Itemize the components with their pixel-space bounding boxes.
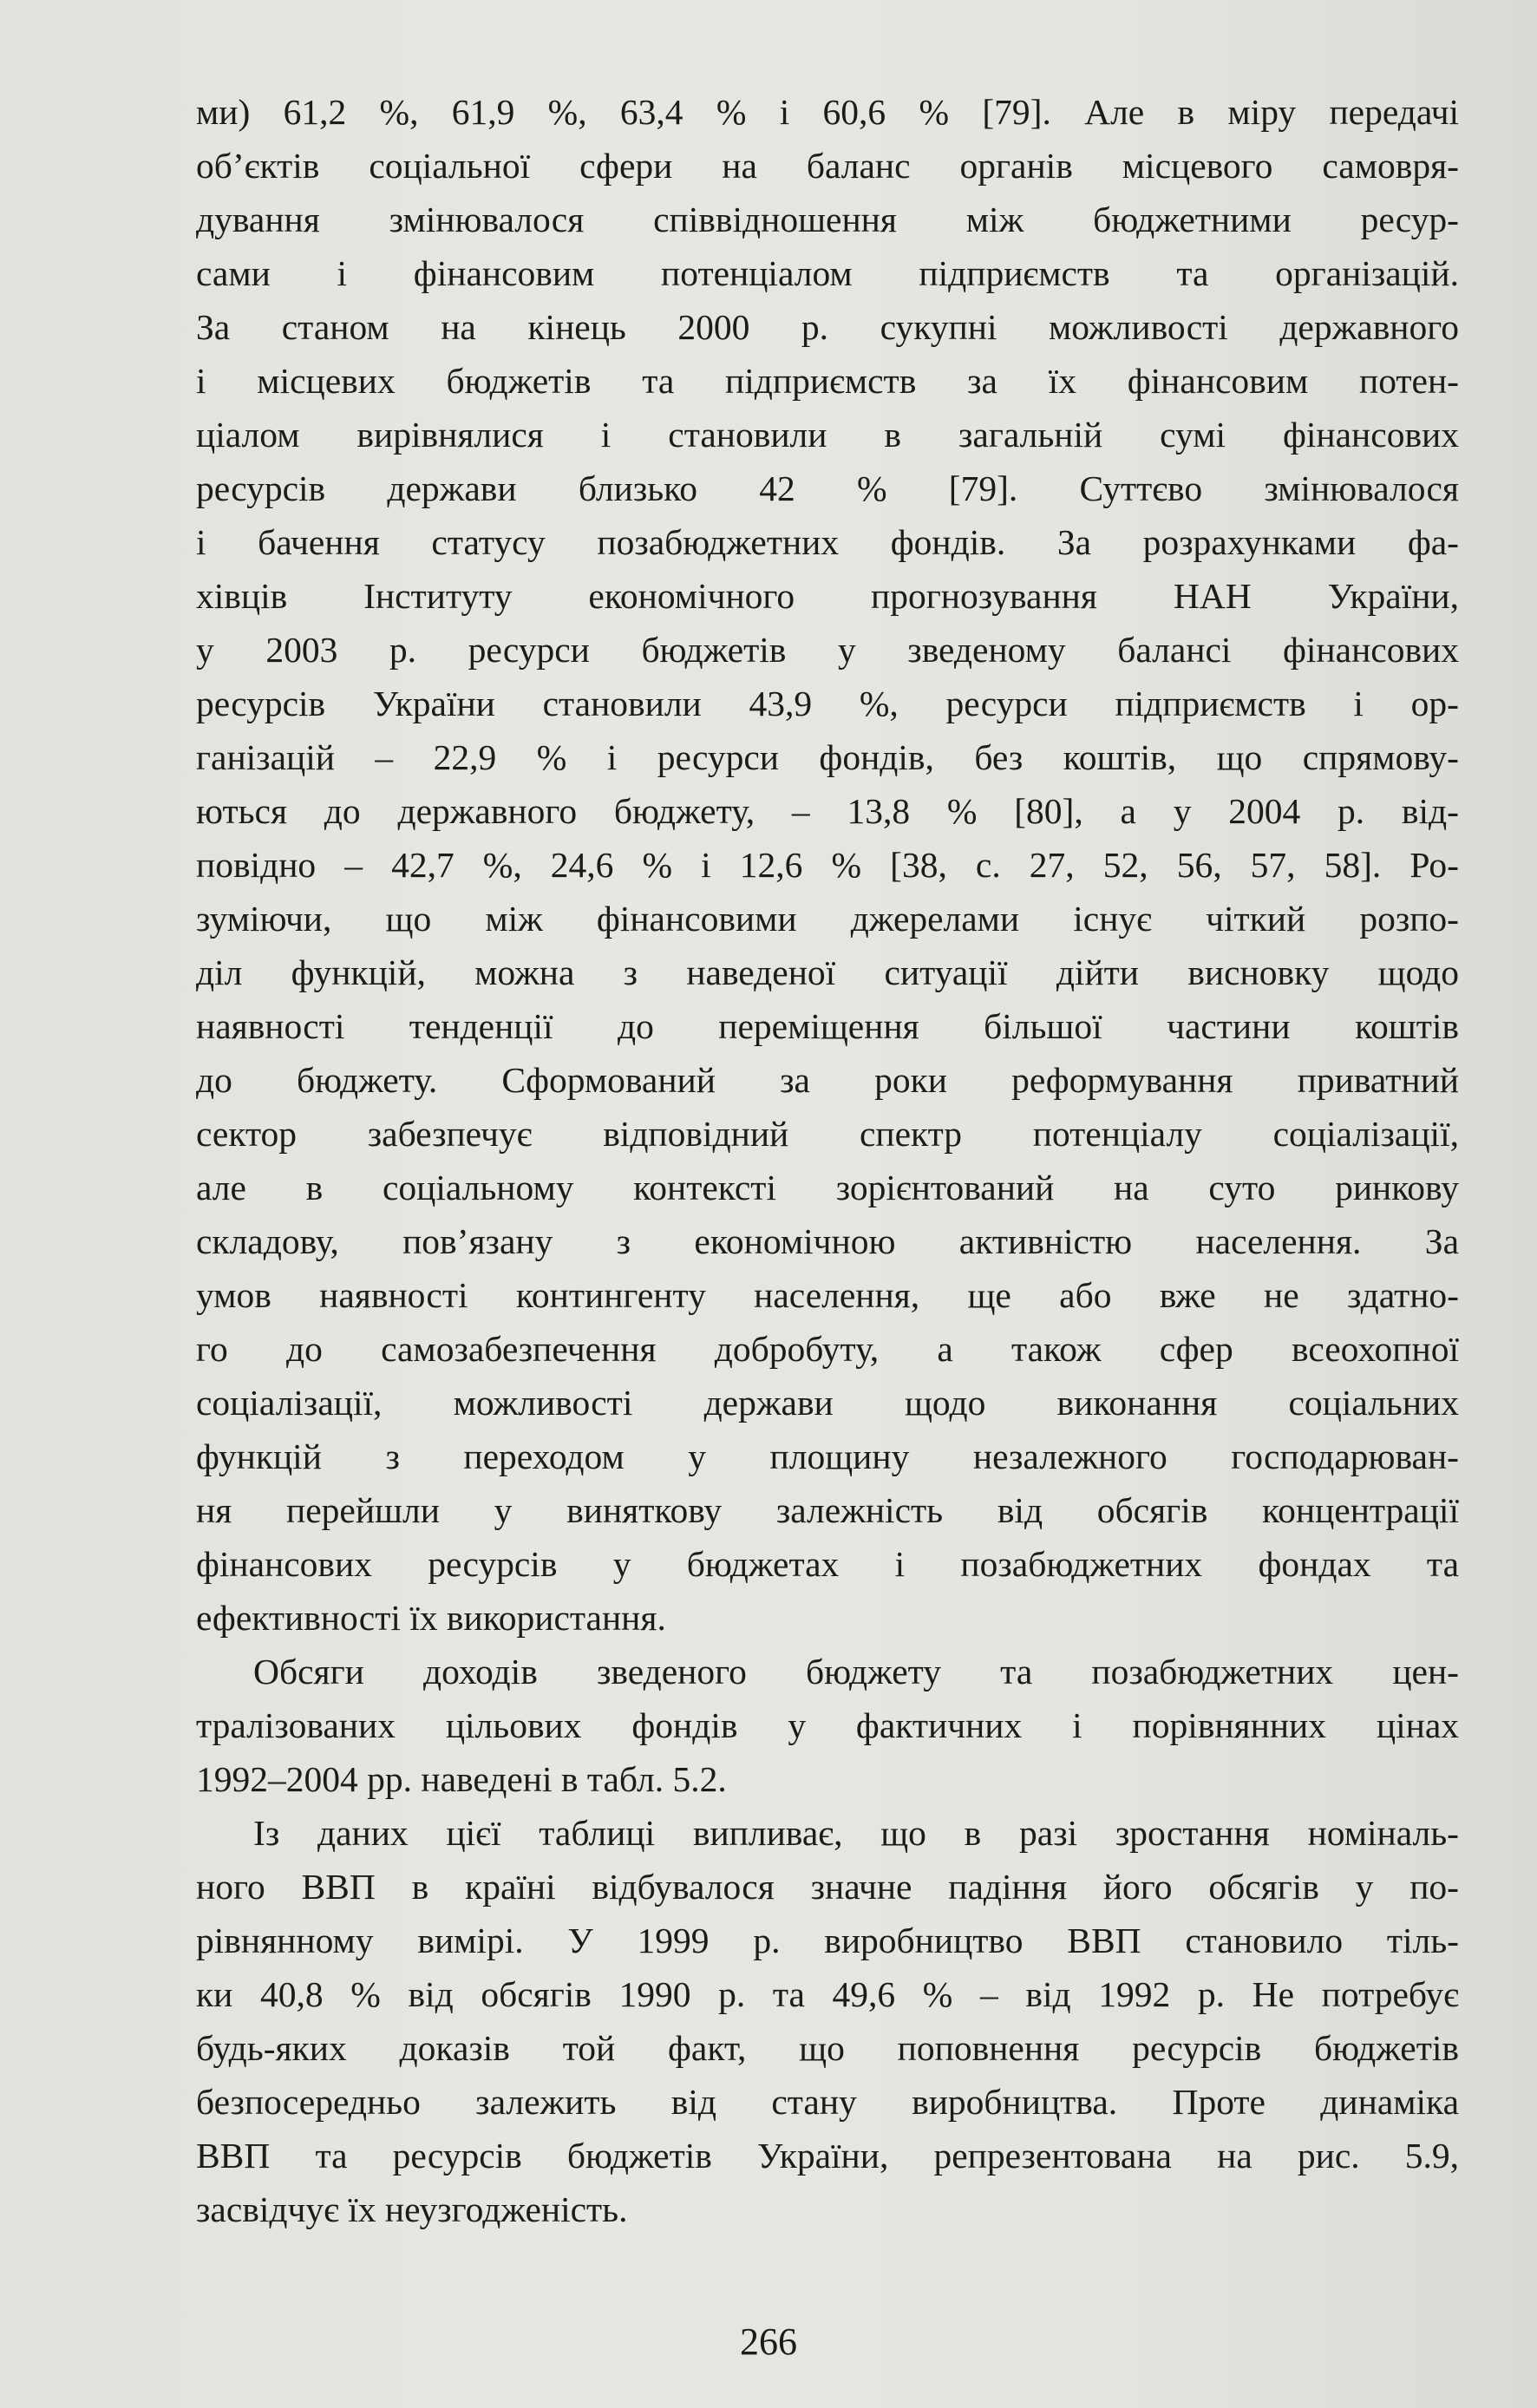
- text-line: будь-яких доказів той факт, що поповнення ресурсів бюджетів: [196, 2028, 1459, 2068]
- text-line: об’єктів соціальної сфери на баланс органів місцевого самовря-: [196, 146, 1459, 186]
- text-line: хівців Інституту економічного прогнозування НАН України,: [196, 576, 1459, 616]
- text-line: і бачення статусу позабюджетних фондів. За розрахунками фа-: [196, 522, 1459, 562]
- text-line: ми) 61,2 %, 61,9 %, 63,4 % і 60,6 % [79]. Але в міру передачі: [196, 92, 1459, 132]
- text-line: але в соціальному контексті зорієнтований на суто ринкову: [196, 1168, 1459, 1207]
- text-line: Обсяги доходів зведеного бюджету та позабюджетних цен-: [253, 1652, 1459, 1691]
- text-line: до бюджету. Сформований за роки реформування приватний: [196, 1060, 1459, 1100]
- text-line: 1992–2004 рр. наведені в табл. 5.2.: [196, 1759, 727, 1799]
- text-line: сами і фінансовим потенціалом підприємств та організацій.: [196, 253, 1459, 293]
- body-text: [196, 85, 1459, 2236]
- text-line: безпосередньо залежить від стану виробництва. Проте динаміка: [196, 2082, 1459, 2122]
- text-line: ного ВВП в країні відбувалося значне падіння його обсягів у по-: [196, 1867, 1459, 1907]
- text-line: ефективності їх використання.: [196, 1598, 666, 1638]
- text-line: ганізацій – 22,9 % і ресурси фондів, без коштів, що спрямову-: [196, 737, 1459, 777]
- text-line: ціалом вирівнялися і становили в загальній сумі фінансових: [196, 415, 1459, 455]
- text-line: умов наявності контингенту населення, ще або вже не здатно-: [196, 1275, 1459, 1315]
- text-line: ресурсів України становили 43,9 %, ресурси підприємств і ор-: [196, 684, 1459, 723]
- text-line: рівнянному вимірі. У 1999 р. виробництво ВВП становило тіль-: [196, 1921, 1459, 1960]
- text-line: ресурсів держави близько 42 % [79]. Суттєво змінювалося: [196, 468, 1459, 508]
- text-line: у 2003 р. ресурси бюджетів у зведеному балансі фінансових: [196, 630, 1459, 670]
- text-line: тралізованих цільових фондів у фактичних і порівнянних цінах: [196, 1705, 1459, 1745]
- text-line: засвідчує їх неузгодженість.: [196, 2189, 628, 2229]
- text-line: Із даних цієї таблиці випливає, що в разі зростання номіналь-: [253, 1813, 1459, 1853]
- text-line: повідно – 42,7 %, 24,6 % і 12,6 % [38, с. 27, 52, 56, 57, 58]. Ро-: [196, 845, 1459, 885]
- text-line: функцій з переходом у площину незалежного господарюван-: [196, 1436, 1459, 1476]
- text-line: соціалізації, можливості держави щодо виконання соціальних: [196, 1383, 1459, 1423]
- text-line: ються до державного бюджету, – 13,8 % [80], а у 2004 р. від-: [196, 791, 1459, 831]
- page-number: 266: [740, 2320, 797, 2363]
- text-line: ня перейшли у виняткову залежність від обсягів концентрації: [196, 1490, 1459, 1530]
- text-line: складову, пов’язану з економічною активністю населення. За: [196, 1221, 1459, 1261]
- text-line: сектор забезпечує відповідний спектр потенціалу соціалізації,: [196, 1114, 1459, 1154]
- text-line: і місцевих бюджетів та підприємств за їх фінансовим потен-: [196, 361, 1459, 401]
- text-line: го до самозабезпечення добробуту, а також сфер всеохопної: [196, 1329, 1459, 1369]
- text-line: За станом на кінець 2000 р. сукупні можливості державного: [196, 307, 1459, 347]
- text-line: діл функцій, можна з наведеної ситуації дійти висновку щодо: [196, 952, 1459, 992]
- text-line: дування змінювалося співвідношення між бюджетними ресур-: [196, 200, 1459, 239]
- text-line: наявності тенденції до переміщення більшої частини коштів: [196, 1006, 1459, 1046]
- text-line: ки 40,8 % від обсягів 1990 р. та 49,6 % – від 1992 р. Не потребує: [196, 1974, 1459, 2014]
- text-line: ВВП та ресурсів бюджетів України, репрезентована на рис. 5.9,: [196, 2136, 1459, 2176]
- text-line: фінансових ресурсів у бюджетах і позабюджетних фондах та: [196, 1544, 1459, 1584]
- text-line: зуміючи, що між фінансовими джерелами існує чіткий розпо-: [196, 899, 1459, 939]
